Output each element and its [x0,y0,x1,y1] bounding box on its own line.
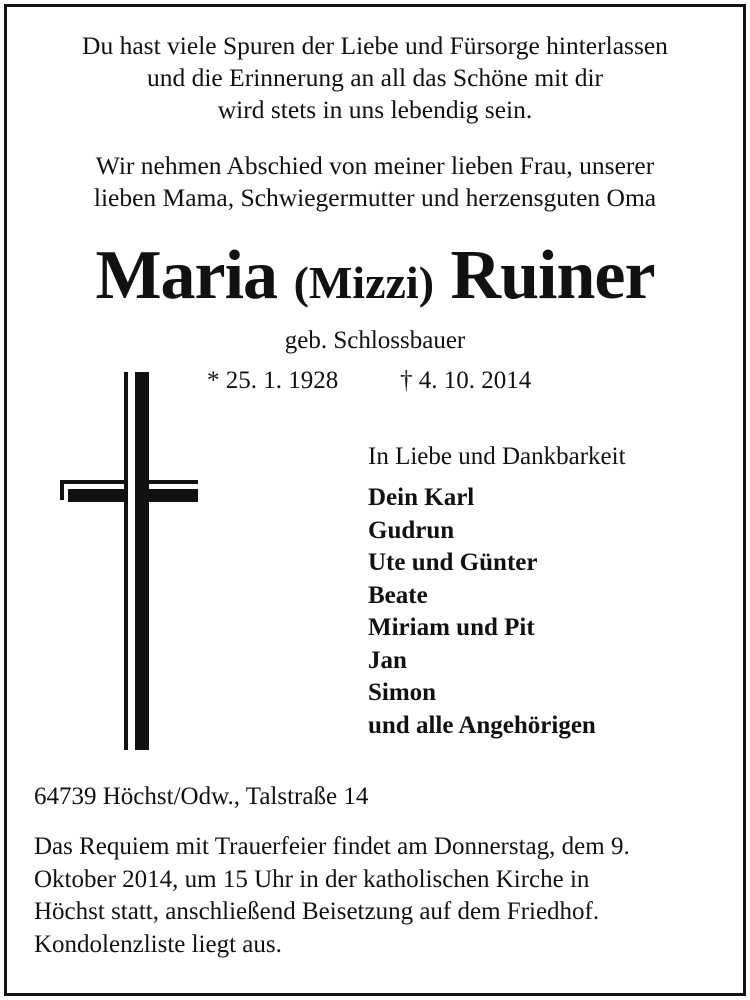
mourner-name: Gudrun [368,516,455,544]
mourner-name: und alle Angehörigen [368,711,596,739]
mourners-list [368,482,626,742]
funeral-line: Kondolenzliste liegt aus. [34,930,282,958]
mourner-name: Dein Karl [368,484,475,511]
opening-verse [0,30,750,126]
nickname: (Mizzi) [293,257,435,308]
intro-line: Wir nehmen Abschied von meiner lieben Frau, unserer [95,151,655,180]
verse-line: und die Erinnerung an all das Schöne mit dir [146,63,604,92]
cross-icon [60,372,198,750]
mourner-name: Simon [368,679,437,706]
farewell-intro [0,150,750,214]
mourner-name: Beate [368,581,428,609]
birth-date: * 25. 1. 1928 [207,367,339,394]
last-name: Ruiner [450,237,655,314]
family-address: 64739 Höchst/Odw., Talstraße 14 [34,783,369,810]
verse-line: Du hast viele Spuren der Liebe und Fürsorge hinterlassen [82,31,668,60]
mourner-name: Miriam und Pit [368,614,535,641]
deceased-name [0,238,750,321]
funeral-line: Das Requiem mit Trauerfeier findet am Donnerstag, dem 9. [34,833,630,860]
maiden-name: geb. Schlossbauer [284,327,466,354]
intro-line: lieben Mama, Schwiegermutter und herzensguten Oma [93,183,657,212]
funeral-details [34,831,724,961]
death-date: † 4. 10. 2014 [400,367,532,394]
mourners-block [368,440,626,742]
verse-line: wird stets in uns lebendig sein. [217,95,533,124]
funeral-line: Oktober 2014, um 15 Uhr in der katholischen Kirche in [34,865,590,893]
first-name: Maria [95,237,278,314]
funeral-line: Höchst statt, anschließend Beisetzung auf dem Friedhof. [34,898,600,925]
mourner-name: Jan [368,646,407,674]
mourners-heading: In Liebe und Dankbarkeit [368,443,626,470]
mourner-name: Ute und Günter [368,549,538,576]
